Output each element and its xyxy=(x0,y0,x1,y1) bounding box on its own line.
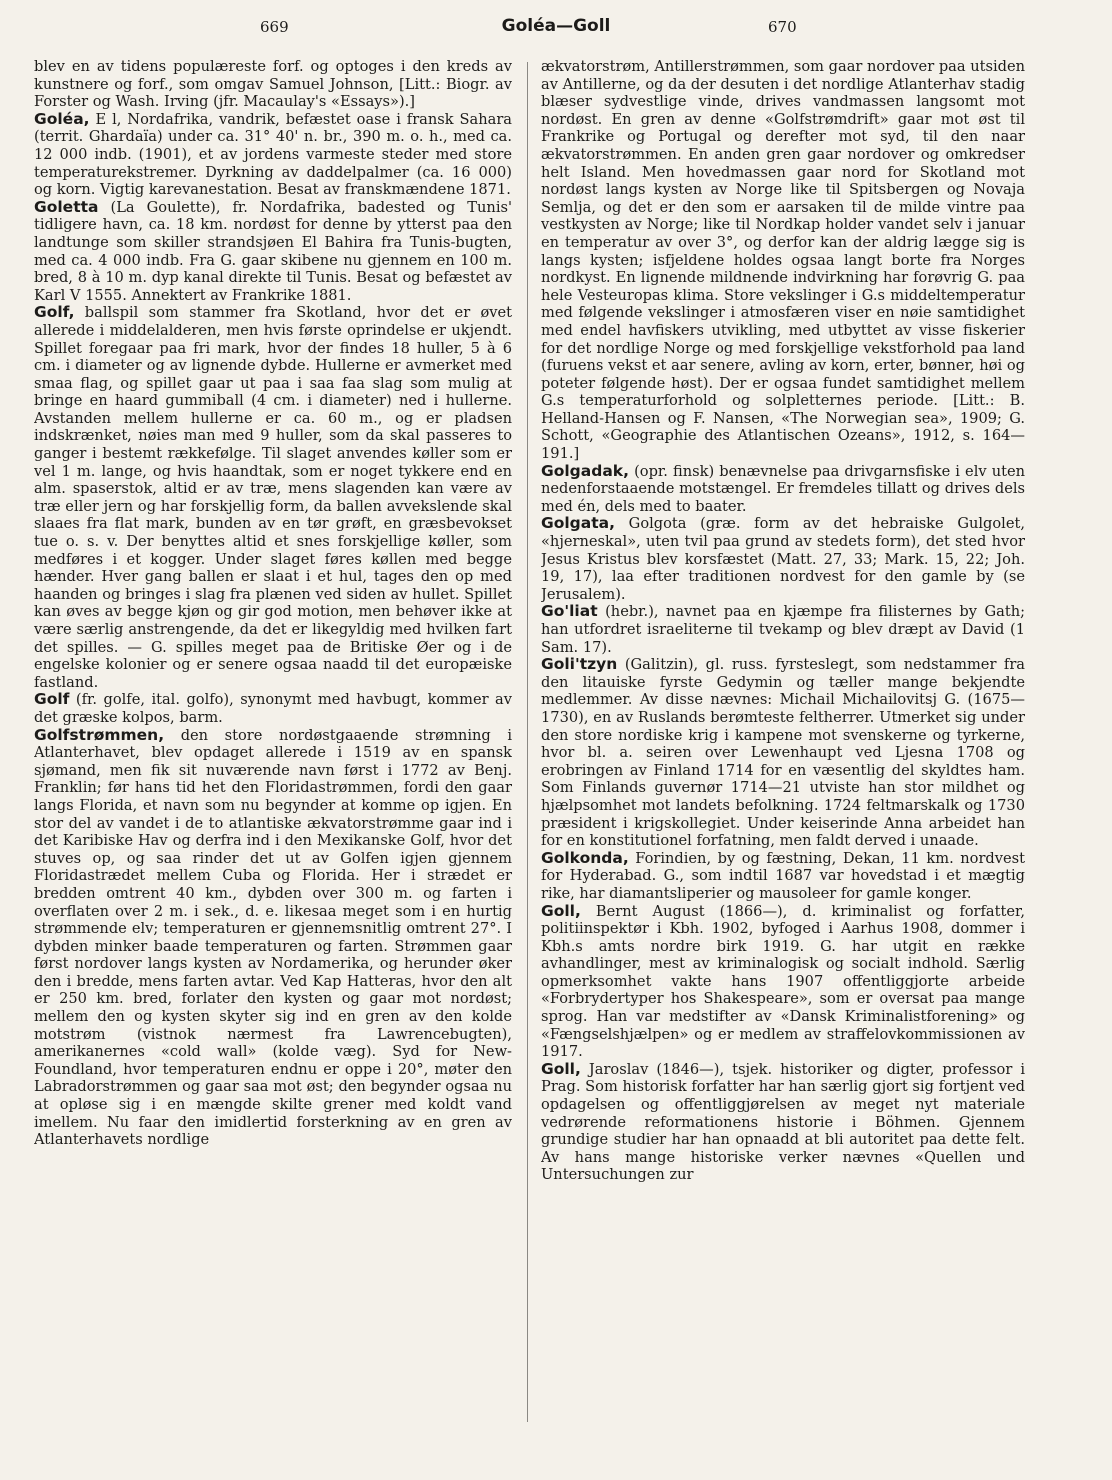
dictionary-entry xyxy=(34,58,512,111)
entry-headword: Golfstrømmen, xyxy=(34,725,165,744)
page-header xyxy=(0,14,1112,42)
dictionary-entry xyxy=(34,691,512,726)
running-title: Goléa—Goll xyxy=(501,16,611,36)
page-number-right: 670 xyxy=(768,18,797,36)
entry-headword: Golkonda, xyxy=(541,848,629,867)
dictionary-entry xyxy=(541,1061,1025,1184)
dictionary-entry xyxy=(34,304,512,691)
entry-headword: Goli'tzyn xyxy=(541,655,618,674)
entry-text: (Galitzin), gl. russ. fyrsteslegt, som nedstammer fra den litauiske fyrste Gedymin og tæller mange bekjendte medlemmer. Av disse nævnes: Michail Michailovitsj G. (1675—1730), en av Ruslands berømteste feltherrer. Utmerket sig under den store nordiske krig i kampene mot svenskerne og tyrkerne, hvor bl. a. seiren over Lewenhaupt ved Ljesna 1708 og erobringen av Finland 1714 for en væsentlig del skyldtes ham. Som Finlands guvernør 1714—21 utviste han stor mildhet og hjælpsomhet mot landets befolkning. 1724 feltmarskalk og 1730 præsident i krigskollegiet. Under keiserinde Anna arbeidet han for en konstitutionel forfatning, men faldt derved i unaade. xyxy=(541,656,1025,850)
entry-headword: Golgata, xyxy=(541,514,615,533)
entry-headword: Golf xyxy=(34,690,70,709)
entry-text: E l, Nordafrika, vandrik, befæstet oase i fransk Sahara (territ. Ghardaïa) under ca. 31° 40' n. br., 390 m. o. h., med ca. 12 000 indb. (1901), et av jordens varmeste steder med store temperaturekstremer. Dyrkning av daddelpalmer (ca. 16 000) og korn. Vigtig karevanestation. Besat av franskmændene 1871. xyxy=(34,110,512,199)
right-column xyxy=(541,58,1025,1458)
dictionary-entry xyxy=(541,463,1025,516)
entry-headword: Goll, xyxy=(541,1059,581,1078)
entry-text: (hebr.), navnet paa en kjæmpe fra filisternes by Gath; han utfordret israeliterne til tvekamp og blev dræpt av David (1 Sam. 17). xyxy=(541,603,1025,656)
column-divider xyxy=(527,62,528,1422)
entry-headword: Goletta xyxy=(34,197,99,216)
entry-headword: Goll, xyxy=(541,901,581,920)
dictionary-entry xyxy=(34,727,512,1149)
entry-text: ballspil som stammer fra Skotland, hvor det er øvet allerede i middelalderen, men hvis første oprindelse er ukjendt. Spillet foregaar paa fri mark, hvor der findes 18 huller, 5 à 6 cm. i diameter og av lignende dybde. Hullerne er avmerket med smaa flag, og spillet gaar ut paa i saa faa slag som mulig at bringe en haard gummiball (4 cm. i diameter) ned i hullerne. Avstanden mellem hullerne er ca. 60 m., og er pladsen indskrænket, nøies man med 9 huller, som da skal passeres to ganger i bestemt rækkefølge. Til slaget anvendes køller som er vel 1 m. lange, og hvis haandtak, som er noget tykkere end en alm. spaserstok, altid er av træ, mens slagenden kan være av træ eller jern og har forskjellig form, da ballen avvekslende skal slaaes fra flat mark, bunden av en tør grøft, en græsbevokset tue o. s. v. Der benyttes altid et snes forskjellige køller, som medføres i et kogger. Under slaget føres køllen med begge hænder. Hver gang ballen er slaat i et hul, tages den op med haanden og bringes i slag fra plænen ved siden av hullet. Spillet kan øves av begge kjøn og gir god motion, men behøver ikke at være særlig anstrengende, da det er likegyldig med hvilken fart det spilles. — G. spilles meget paa de Britiske Øer og i de engelske kolonier og er senere ogsaa naadd til det europæiske fastland. xyxy=(34,304,512,691)
entry-text: (fr. golfe, ital. golfo), synonymt med havbugt, kommer av det græske kolpos, barm. xyxy=(34,691,512,726)
entry-text: Bernt August (1866—), d. kriminalist og forfatter, politiinspektør i Kbh. 1902, byfoged i Aarhus 1908, dommer i Kbh.s amts nordre birk 1919. G. har utgit en række avhandlinger, mest av kriminalogisk og socialt indhold. Særlig opmerksomhet vakte hans 1907 offentliggjorte arbeide «Forbrydertyper hos Shakespeare», som er oversat paa mange sprog. Han var medstifter av «Dansk Kriminalistforening» og «Fængselshjælpen» og er medlem av straffelovkommissionen av 1917. xyxy=(541,902,1025,1061)
entry-headword: Golgadak, xyxy=(541,461,629,480)
dictionary-entry xyxy=(541,515,1025,603)
page-number-left: 669 xyxy=(260,18,289,36)
dictionary-entry xyxy=(541,903,1025,1061)
dictionary-entry xyxy=(541,656,1025,850)
dictionary-entry xyxy=(34,111,512,199)
entry-headword: Go'liat xyxy=(541,602,598,621)
entry-text: ækvatorstrøm, Antillerstrømmen, som gaar nordover paa utsiden av Antillerne, og da der desuten i det nordlige Atlanterhav stadig blæser sydvestlige vinde, drives vandmassen langsomt mot nordøst. En gren av denne «Golfstrømdrift» gaar mot øst til Frankrike og Portugal og derefter mot syd, til den naar ækvatorstrømmen. En anden gren gaar nordover og omkredser helt Island. Men hovedmassen gaar nord for Skotland mot nordøst langs kysten av Norge like til Spitsbergen og Novaja Semlja, og det er den som er aarsaken til de milde vintre paa vestkysten av Norge; like til Nordkap holder vandet selv i januar en temperatur av over 3°, og derfor kan der aldrig lægge sig is langs kysten; isfjeldene holdes ogsaa langt borte fra Norges nordkyst. En lignende mildnende indvirkning har forøvrig G. paa hele Vesteuropas klima. Store vekslinger i G.s middeltemperatur med følgende vekslinger i atmosfæren viser en nøie samtidighet med endel havfiskers utvikling, med utbyttet av visse fiskerier for det nordlige Norge og med forskjellige vekstforhold paa land (furuens vekst et aar senere, avling av korn, erter, bønner, høi og poteter følgende høst). Der er ogsaa fundet samtidighet mellem G.s temperaturforhold og solpletternes periode. [Litt.: B. Helland-Hansen og F. Nansen, «The Norwegian sea», 1909; G. Schott, «Geographie des Atlantischen Ozeans», 1912, s. 164—191.] xyxy=(541,58,1025,463)
entry-headword: Goléa, xyxy=(34,109,90,128)
entry-text: blev en av tidens populæreste forf. og optoges i den kreds av kunstnere og forf., som omgav Samuel Johnson, [Litt.: Biogr. av Forster og Wash. Irving (jfr. Macaulay's «Essays»).] xyxy=(34,58,512,111)
dictionary-entry xyxy=(541,850,1025,903)
entry-text: den store nordøstgaaende strømning i Atlanterhavet, blev opdaget allerede i 1519 av en spansk sjømand, men fik sit nuværende navn først i 1772 av Benj. Franklin; før hans tid het den Floridastrømmen, fordi den gaar langs Florida, et navn som nu begynder at komme op igjen. En stor del av vandet i de to atlantiske ækvatorstrømme gaar ind i det Karibiske Hav og derfra ind i den Mexikanske Golf, hvor det stuves op, og saa rinder det ut av Golfen igjen gjennem Floridastrædet mellem Cuba og Florida. Her i strædet er bredden omtrent 40 km., dybden over 300 m. og farten i overflaten over 2 m. i sek., d. e. likesaa meget som i en hurtig strømmende elv; temperaturen er gjennemsnitlig omtrent 27°. I dybden minker baade temperaturen og farten. Strømmen gaar først nordover langs kysten av Nordamerika, og herunder øker den i bredde, mens farten avtar. Ved Kap Hatteras, hvor den alt er 250 km. bred, forlater den kysten og gaar mot nordøst; mellem den og kysten skyter sig ind en gren av den kolde motstrøm (vistnok nærmest fra Lawrencebugten), amerikanernes «cold wall» (kolde væg). Syd for New-Foundland, hvor temperaturen endnu er oppe i 20°, møter den Labradorstrømmen og gaar saa mot øst; den begynder ogsaa nu at opløse sig i en mængde skilte grener med koldt vand imellem. Nu faar den imidlertid forsterkning av en gren av Atlanterhavets nordlige xyxy=(34,726,512,1149)
dictionary-entry xyxy=(541,603,1025,656)
entry-text: Forindien, by og fæstning, Dekan, 11 km. nordvest for Hyderabad. G., som indtil 1687 var hovedstad i et mægtig rike, har diamantsliperier og mausoleer for gamle konger. xyxy=(541,849,1025,902)
dictionary-entry xyxy=(34,199,512,305)
left-column xyxy=(34,58,512,1458)
dictionary-entry xyxy=(541,58,1025,463)
entry-text: (opr. finsk) benævnelse paa drivgarnsfiske i elv uten nedenforstaaende motstængel. Er fremdeles tillatt og drives dels med én, dels med to baater. xyxy=(541,462,1025,515)
entry-text: Golgota (græ. form av det hebraiske Gulgolet, «hjerneskal», uten tvil paa grund av stedets form), det sted hvor Jesus Kristus blev korsfæstet (Matt. 27, 33; Mark. 15, 22; Joh. 19, 17), laa efter traditionen nordvest for den gamle by (se Jerusalem). xyxy=(541,515,1025,603)
entry-text: (La Goulette), fr. Nordafrika, badested og Tunis' tidligere havn, ca. 18 km. nordøst for denne by ytterst paa den landtunge som skiller strandsjøen El Bahira fra Tunis-bugten, med ca. 4 000 indb. Fra G. gaar skibene nu gjennem en 100 m. bred, 8 à 10 m. dyp kanal direkte til Tunis. Besat og befæstet av Karl V 1555. Annektert av Frankrike 1881. xyxy=(34,198,512,304)
entry-text: Jaroslav (1846—), tsjek. historiker og digter, professor i Prag. Som historisk forfatter har han særlig gjort sig fortjent ved opdagelsen og offentliggjørelsen av meget nyt materiale vedrørende reformationens historie i Böhmen. Gjennem grundige studier har han opnaadd at bli autoritet paa dette felt. Av hans mange historiske verker nævnes «Quellen und Untersuchungen zur xyxy=(541,1060,1025,1184)
entry-headword: Golf, xyxy=(34,303,75,322)
